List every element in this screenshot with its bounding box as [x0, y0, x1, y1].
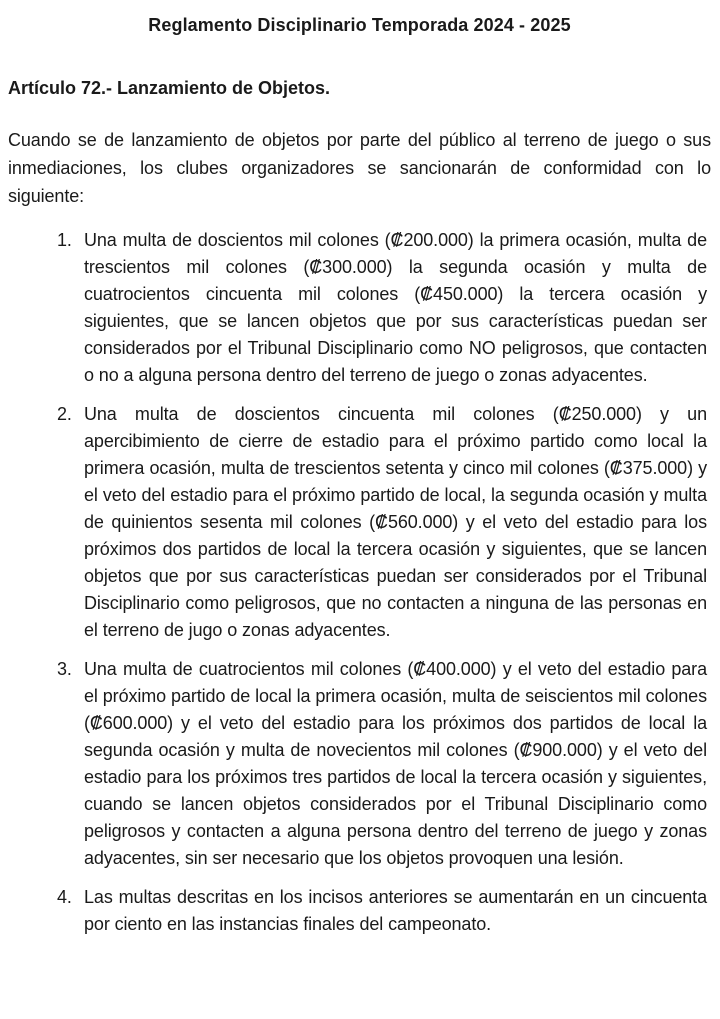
document-title: Reglamento Disciplinario Temporada 2024 - 2025 [148, 15, 571, 35]
intro-paragraph: Cuando se de lanzamiento de objetos por parte del público al terreno de juego o sus inmediaciones, los clubes organizadores se sancionarán de conformidad con lo siguiente: [8, 130, 711, 206]
sanctions-list [8, 227, 711, 938]
list-item-2 [57, 401, 711, 644]
article-heading: Artículo 72.- Lanzamiento de Objetos. [8, 78, 331, 98]
list-item-1-number: 1. [57, 230, 72, 250]
list-item-2-number: 2. [57, 404, 72, 424]
list-item-1-text: Una multa de doscientos mil colones (₡200.000) la primera ocasión, multa de trescientos mil colones (₡300.000) la segunda ocasión y multa de cuatrocientos cincuenta mil colones (₡450.000) la tercera ocasión y siguientes, que se lancen objetos que por sus características puedan ser considerados por el Tribunal Disciplinario como NO peligrosos, que contacten o no a alguna persona dentro del terreno de juego o zonas adyacentes. [84, 230, 707, 385]
list-item-3-text: Una multa de cuatrocientos mil colones (₡400.000) y el veto del estadio para el próximo partido de local la primera ocasión, multa de seiscientos mil colones (₡600.000) y el veto del estadio para los próximos dos partidos de local la segunda ocasión y multa de novecientos mil colones (₡900.000) y el veto del estadio para los próximos tres partidos de local la tercera ocasión y siguientes, cuando se lancen objetos considerados por el Tribunal Disciplinario como peligrosos y contacten a alguna persona dentro del terreno de juego y zonas adyacentes, sin ser necesario que los objetos provoquen una lesión. [84, 659, 707, 868]
list-item-4 [57, 884, 711, 938]
list-item-1 [57, 227, 711, 389]
list-item-3-number: 3. [57, 659, 72, 679]
list-item-3 [57, 656, 711, 872]
list-item-4-text: Las multas descritas en los incisos anteriores se aumentarán en un cincuenta por ciento en las instancias finales del campeonato. [84, 887, 707, 934]
list-item-2-text: Una multa de doscientos cincuenta mil colones (₡250.000) y un apercibimiento de cierre de estadio para el próximo partido como local la primera ocasión, multa de trescientos setenta y cinco mil colones (₡375.000) y el veto del estadio para el próximo partido de local, la segunda ocasión y multa de quinientos sesenta mil colones (₡560.000) y el veto del estadio para los próximos dos partidos de local la tercera ocasión y siguientes, que se lancen objetos que por sus características puedan ser considerados por el Tribunal Disciplinario como peligrosos, que no contacten a ninguna de las personas en el terreno de jugo o zonas adyacentes. [84, 404, 707, 640]
list-item-4-number: 4. [57, 887, 72, 907]
